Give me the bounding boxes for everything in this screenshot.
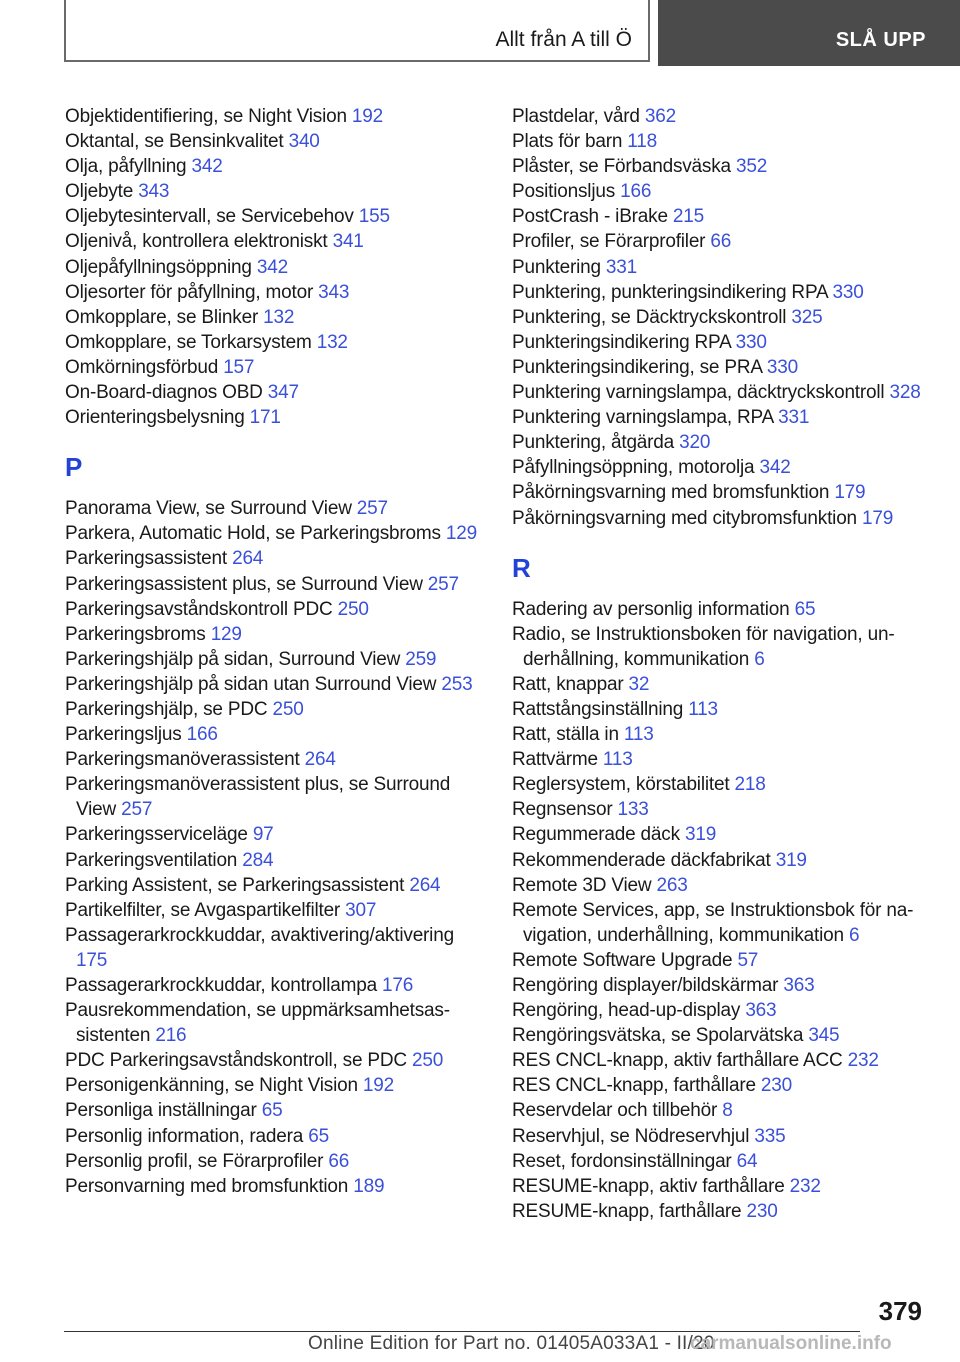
- index-entry: [512, 430, 932, 455]
- index-page-link[interactable]: 64: [736, 1150, 758, 1172]
- index-page-link[interactable]: 331: [605, 256, 638, 278]
- index-page-link[interactable]: 166: [186, 724, 218, 746]
- index-page-link[interactable]: 328: [889, 382, 921, 404]
- index-page-link[interactable]: 264: [232, 548, 264, 570]
- index-entry-text: Punkteringsindikering RPA: [512, 331, 736, 353]
- index-page-link[interactable]: 6: [754, 648, 765, 670]
- index-page-link[interactable]: 341: [332, 231, 364, 253]
- index-entry-text: Reservhjul, se Nödreservhjul: [512, 1125, 755, 1147]
- index-page-link[interactable]: 218: [734, 774, 766, 796]
- index-entry-text: Parking Assistent, se Parkeringsassistent: [65, 874, 410, 896]
- index-entry: [65, 572, 485, 597]
- index-entry-text: Remote Services, app, se Instruktionsbok för navigation, underhållning, kommunikation: [512, 899, 914, 946]
- index-entry-text: Panorama View, se Surround View: [65, 498, 357, 520]
- index-column-right: [512, 104, 932, 1224]
- index-page-link[interactable]: 319: [775, 849, 807, 871]
- index-entry: [512, 280, 932, 305]
- index-entry-text: Regnsensor: [512, 799, 618, 821]
- index-entry-text: Rengöring, head-up-display: [512, 1000, 746, 1022]
- index-entry: [512, 1098, 932, 1123]
- index-page-link[interactable]: 362: [644, 106, 676, 127]
- index-entry: [65, 521, 485, 546]
- index-entry: [512, 848, 932, 873]
- index-page-link[interactable]: 232: [789, 1175, 821, 1197]
- index-page-link[interactable]: 330: [832, 281, 864, 303]
- index-entry-text: Punktering, åtgärda: [512, 432, 680, 454]
- index-entry-text: Remote 3D View: [512, 874, 657, 896]
- index-entry: [65, 305, 485, 330]
- index-entry: [65, 280, 485, 305]
- index-page-link[interactable]: 57: [737, 949, 759, 971]
- index-entry-text: Orienteringsbelysning: [65, 407, 250, 429]
- index-entry: [65, 647, 485, 672]
- index-column-left: [65, 104, 485, 1199]
- index-page-link[interactable]: 331: [778, 407, 810, 429]
- index-entry: [65, 546, 485, 571]
- footer-divider: [64, 1331, 860, 1332]
- index-page-link[interactable]: 325: [791, 306, 823, 328]
- index-entry: [65, 1048, 485, 1073]
- index-entry: [65, 923, 485, 973]
- search-tab-label: SLÅ UPP: [835, 29, 926, 51]
- search-tab[interactable]: [658, 0, 960, 66]
- index-entry: [512, 1124, 932, 1149]
- index-entry: [65, 772, 485, 822]
- index-entry-text: Omkopplare, se Torkarsystem: [65, 331, 317, 353]
- index-page-link[interactable]: 179: [834, 482, 866, 504]
- index-page-link[interactable]: 166: [620, 181, 652, 203]
- index-entry: [512, 597, 932, 622]
- index-page-link[interactable]: 132: [263, 306, 295, 328]
- index-entry: [512, 129, 932, 154]
- index-entry-text: Påfyllningsöppning, motorolja: [512, 457, 760, 479]
- index-page-link[interactable]: 192: [362, 1075, 395, 1097]
- index-page-link[interactable]: 66: [710, 231, 732, 253]
- index-page-link[interactable]: 363: [783, 975, 815, 996]
- index-page-link[interactable]: 215: [672, 206, 705, 228]
- index-entry: [65, 998, 485, 1048]
- index-page-link[interactable]: 250: [337, 598, 369, 620]
- index-entry: [65, 822, 485, 847]
- index-entry-text: Personlig information, radera: [65, 1125, 309, 1147]
- index-entry-text: Passagerarkrockkuddar, avaktivering/aktivering: [65, 924, 454, 946]
- index-entry-text: Oktantal, se Bensinkvalitet: [65, 131, 289, 153]
- index-page-link[interactable]: 257: [427, 573, 459, 595]
- index-entry: [65, 722, 485, 747]
- index-page-link[interactable]: 319: [684, 824, 717, 846]
- index-entry-text: PostCrash - iBrake: [512, 206, 673, 228]
- index-entry: [65, 255, 485, 280]
- index-entry-text: Parkeringshjälp på sidan utan Surround View: [65, 673, 442, 695]
- index-page-link[interactable]: 250: [412, 1050, 444, 1072]
- index-entry: [512, 672, 932, 697]
- index-page-link[interactable]: 257: [356, 498, 388, 520]
- index-entry-text: Punktering varningslampa, däcktryckskontroll: [512, 382, 890, 404]
- index-entry: [65, 1149, 485, 1174]
- index-entry-text: RESUME-knapp, farthållare: [512, 1200, 747, 1222]
- index-entry-text: Ratt, knappar: [512, 673, 629, 695]
- index-entry-text: Pausrekommendation, se uppmärksamhetsassistenten: [65, 1000, 451, 1047]
- index-entry-text: Plåster, se Förbandsväska: [512, 156, 736, 178]
- index-page-link[interactable]: 342: [191, 156, 223, 178]
- index-entry: [512, 204, 932, 229]
- index-entry-text: Parkeringshjälp på sidan, Surround View: [65, 648, 406, 670]
- index-entry-text: Parkeringsassistent: [65, 548, 233, 570]
- index-page-link[interactable]: 118: [627, 131, 657, 153]
- index-entry: [512, 973, 932, 998]
- index-entry: [512, 873, 932, 898]
- index-entry: [512, 1149, 932, 1174]
- index-entry: [512, 948, 932, 973]
- index-page-link[interactable]: 133: [617, 799, 649, 821]
- index-entry-text: Rekommenderade däckfabrikat: [512, 849, 776, 871]
- index-entry-text: Oljepåfyllningsöppning: [65, 256, 257, 278]
- index-page-link[interactable]: 347: [267, 382, 299, 404]
- index-page-link[interactable]: 230: [760, 1075, 793, 1097]
- index-entry-text: Parkeringsmanöverassistent plus, se Surround View: [65, 774, 451, 821]
- section-title-tab[interactable]: [64, 0, 650, 62]
- index-entry: [65, 873, 485, 898]
- index-page-link[interactable]: 330: [735, 331, 767, 353]
- index-page-link[interactable]: 320: [679, 432, 711, 454]
- index-entry: [65, 204, 485, 229]
- watermark: carmanualsonline.info: [690, 1333, 892, 1354]
- index-entry-text: Personliga inställningar: [65, 1100, 262, 1122]
- index-entry-text: Personlig profil, se Förarprofiler: [65, 1150, 329, 1172]
- index-entry: [512, 104, 932, 129]
- index-page-link[interactable]: 343: [138, 181, 170, 203]
- index-entry: [65, 597, 485, 622]
- index-entry: [512, 622, 932, 672]
- index-entry: [65, 229, 485, 254]
- index-entry-text: Parkeringsmanöverassistent: [65, 749, 305, 771]
- index-entry-text: Parkeringsserviceläge: [65, 824, 253, 846]
- index-entry-text: Parkeringsavståndskontroll PDC: [65, 598, 338, 620]
- index-entry-text: Parkeringsventilation: [65, 849, 243, 871]
- index-page-link[interactable]: 65: [308, 1125, 329, 1147]
- index-entry: [512, 797, 932, 822]
- index-entry-text: Punktering varningslampa, RPA: [512, 407, 779, 429]
- index-page-link[interactable]: 6: [848, 924, 860, 946]
- index-page-link[interactable]: 179: [862, 507, 894, 529]
- index-page-link[interactable]: 263: [656, 874, 688, 896]
- index-page-link[interactable]: 284: [242, 849, 274, 871]
- index-entry-text: Oljenivå, kontrollera elektroniskt: [65, 231, 333, 253]
- index-entry-text: Punktering: [512, 256, 606, 278]
- index-entry-text: RES CNCL-knapp, aktiv farthållare ACC: [512, 1050, 848, 1072]
- index-entry: [512, 747, 932, 772]
- index-page-link[interactable]: 113: [623, 724, 654, 746]
- index-page-link[interactable]: 113: [602, 749, 633, 771]
- index-page-link[interactable]: 335: [754, 1125, 786, 1147]
- index-entry: [512, 1174, 932, 1199]
- index-entry-text: Reset, fordonsinställningar: [512, 1150, 737, 1172]
- index-page-link[interactable]: 8: [722, 1100, 733, 1122]
- index-page-link[interactable]: 342: [759, 457, 791, 479]
- index-entry-text: Regummerade däck: [512, 824, 685, 846]
- index-entry-text: Parkeringsassistent plus, se Surround View: [65, 573, 428, 595]
- index-entry: [65, 672, 485, 697]
- index-entry-text: On-Board-diagnos OBD: [65, 382, 268, 404]
- index-letter-heading: P: [65, 452, 83, 483]
- index-entry-text: Profiler, se Förarprofiler: [512, 231, 711, 253]
- index-entry-text: Positionsljus: [512, 181, 621, 203]
- index-entry-text: Punktering, se Däcktryckskontroll: [512, 306, 792, 328]
- index-page-link[interactable]: 345: [808, 1025, 840, 1047]
- index-entry-text: Personvarning med bromsfunktion: [65, 1175, 354, 1197]
- index-page-link[interactable]: 65: [261, 1100, 283, 1122]
- index-entry-text: Parkeringsbroms: [65, 623, 211, 645]
- index-entry: [512, 405, 932, 430]
- index-entry: [65, 1174, 485, 1199]
- index-page-link[interactable]: 343: [318, 281, 350, 303]
- index-entry-text: Remote Software Upgrade: [512, 949, 738, 971]
- index-page-link[interactable]: 66: [328, 1150, 350, 1172]
- index-entry: [512, 697, 932, 722]
- index-page-link[interactable]: 216: [155, 1025, 187, 1047]
- index-entry: [512, 1199, 932, 1224]
- index-page-link[interactable]: 250: [272, 698, 304, 720]
- index-page-link[interactable]: 113: [688, 698, 718, 720]
- index-page-link[interactable]: 129: [210, 623, 242, 645]
- index-entry: [65, 154, 485, 179]
- index-entry-text: Omkörningsförbud: [65, 356, 224, 378]
- index-entry-text: RESUME-knapp, aktiv farthållare: [512, 1175, 790, 1197]
- index-page-link[interactable]: 264: [409, 874, 441, 896]
- index-entry: [65, 898, 485, 923]
- index-page-link[interactable]: 259: [405, 648, 437, 670]
- index-entry-text: Radering av personlig information: [512, 598, 795, 620]
- index-page-link[interactable]: 155: [358, 206, 390, 228]
- index-entry-text: PDC Parkeringsavståndskontroll, se PDC: [65, 1050, 413, 1072]
- index-entry: [512, 455, 932, 480]
- index-page-link[interactable]: 363: [745, 1000, 777, 1022]
- index-entry-text: Påkörningsvarning med citybromsfunktion: [512, 507, 863, 529]
- index-entry-text: Påkörningsvarning med bromsfunktion: [512, 482, 835, 504]
- index-page-link[interactable]: 230: [746, 1200, 778, 1222]
- index-entry: [512, 380, 932, 405]
- index-entry: [65, 622, 485, 647]
- index-entry: [512, 898, 932, 948]
- index-entry: [65, 973, 485, 998]
- index-page-link[interactable]: 176: [382, 975, 414, 996]
- index-entry: [65, 380, 485, 405]
- index-page-link[interactable]: 175: [76, 949, 108, 971]
- index-page-link[interactable]: 32: [628, 673, 650, 695]
- index-entry: [512, 480, 932, 505]
- index-entry-text: Parkeringshjälp, se PDC: [65, 698, 273, 720]
- index-entry: [512, 355, 932, 380]
- top-bar: [0, 0, 960, 66]
- index-entry-text: Parkeringsljus: [65, 724, 187, 746]
- index-entry: [512, 229, 932, 254]
- index-entry-text: Oljesorter för påfyllning, motor: [65, 281, 319, 303]
- index-entry: [65, 330, 485, 355]
- index-page-link[interactable]: 307: [345, 899, 377, 921]
- index-entry: [65, 1098, 485, 1123]
- index-entry: [65, 1073, 485, 1098]
- index-page-link[interactable]: 192: [351, 106, 384, 127]
- index-page-link[interactable]: 257: [121, 799, 153, 821]
- index-page-link[interactable]: 171: [249, 407, 281, 429]
- index-entry-text: Parkera, Automatic Hold, se Parkeringsbroms: [65, 523, 446, 545]
- index-entry: [512, 822, 932, 847]
- index-entry: [65, 848, 485, 873]
- index-entry: [512, 305, 932, 330]
- index-entry-text: Rengöring displayer/bildskärmar: [512, 975, 784, 996]
- index-entry-text: Oljebytesintervall, se Servicebehov: [65, 206, 359, 228]
- index-entry: [65, 405, 485, 430]
- index-letter-heading: R: [512, 552, 531, 583]
- index-entry-text: Reservdelar och tillbehör: [512, 1100, 723, 1122]
- index-page-link[interactable]: 330: [766, 356, 798, 378]
- index-entry-text: Rattvärme: [512, 749, 603, 771]
- index-entry: [512, 255, 932, 280]
- index-entry: [65, 496, 485, 521]
- index-entry-text: Punkteringsindikering, se PRA: [512, 356, 767, 378]
- index-entry: [512, 154, 932, 179]
- index-entry: [512, 722, 932, 747]
- edition-text: Online Edition for Part no. 01405A033A1 - II/20: [308, 1333, 715, 1354]
- index-entry: [512, 1023, 932, 1048]
- section-title: Allt från A till Ö: [495, 28, 632, 51]
- index-page-link[interactable]: 65: [794, 598, 816, 620]
- index-entry-text: RES CNCL-knapp, farthållare: [512, 1075, 761, 1097]
- index-entry-text: Plastdelar, vård: [512, 106, 645, 127]
- index-entry: [512, 1073, 932, 1098]
- index-entry-text: Olja, påfyllning: [65, 156, 192, 178]
- index-entry: [65, 355, 485, 380]
- index-entry: [65, 697, 485, 722]
- index-page-link[interactable]: 352: [735, 156, 768, 178]
- index-entry: [512, 998, 932, 1023]
- index-entry-text: Plats för barn: [512, 131, 628, 153]
- index-entry-text: Passagerarkrockkuddar, kontrollampa: [65, 975, 383, 996]
- index-page-link[interactable]: 340: [288, 131, 320, 153]
- index-entry: [65, 1124, 485, 1149]
- index-entry: [65, 179, 485, 204]
- page-number: 379: [878, 1296, 922, 1326]
- index-entry-text: Omkopplare, se Blinker: [65, 306, 264, 328]
- index-page-link[interactable]: 129: [445, 523, 477, 545]
- index-entry: [512, 772, 932, 797]
- index-entry: [512, 506, 932, 531]
- index-entry: [65, 129, 485, 154]
- index-page-link[interactable]: 342: [256, 256, 288, 278]
- index-entry: [512, 179, 932, 204]
- index-page-link[interactable]: 232: [847, 1050, 879, 1072]
- index-entry-text: Reglersystem, körstabilitet: [512, 774, 735, 796]
- index-entry-text: Punktering, punkteringsindikering RPA: [512, 281, 833, 303]
- index-page-link[interactable]: 189: [353, 1175, 385, 1197]
- index-entry-text: Rattstångsinställning: [512, 698, 689, 720]
- index-entry-text: Partikelfilter, se Avgaspartikelfilter: [65, 899, 346, 921]
- index-page-link[interactable]: 264: [304, 749, 336, 771]
- index-entry-text: Ratt, ställa in: [512, 724, 624, 746]
- index-entry-text: Oljebyte: [65, 181, 139, 203]
- index-entry-text: Radio, se Instruktionsboken för navigation, underhållning, kommunikation: [512, 623, 895, 670]
- index-entry: [65, 747, 485, 772]
- index-entry: [512, 1048, 932, 1073]
- index-entry: [512, 330, 932, 355]
- index-entry: [65, 104, 485, 129]
- index-entry-text: Personigenkänning, se Night Vision: [65, 1075, 363, 1097]
- index-entry-text: Rengöringsvätska, se Spolarvätska: [512, 1025, 809, 1047]
- index-page-link[interactable]: 97: [252, 824, 274, 846]
- index-page-link[interactable]: 253: [441, 673, 473, 695]
- index-entry-text: Objektidentifiering, se Night Vision: [65, 106, 352, 127]
- index-page-link[interactable]: 132: [316, 331, 348, 353]
- index-page-link[interactable]: 157: [223, 356, 255, 378]
